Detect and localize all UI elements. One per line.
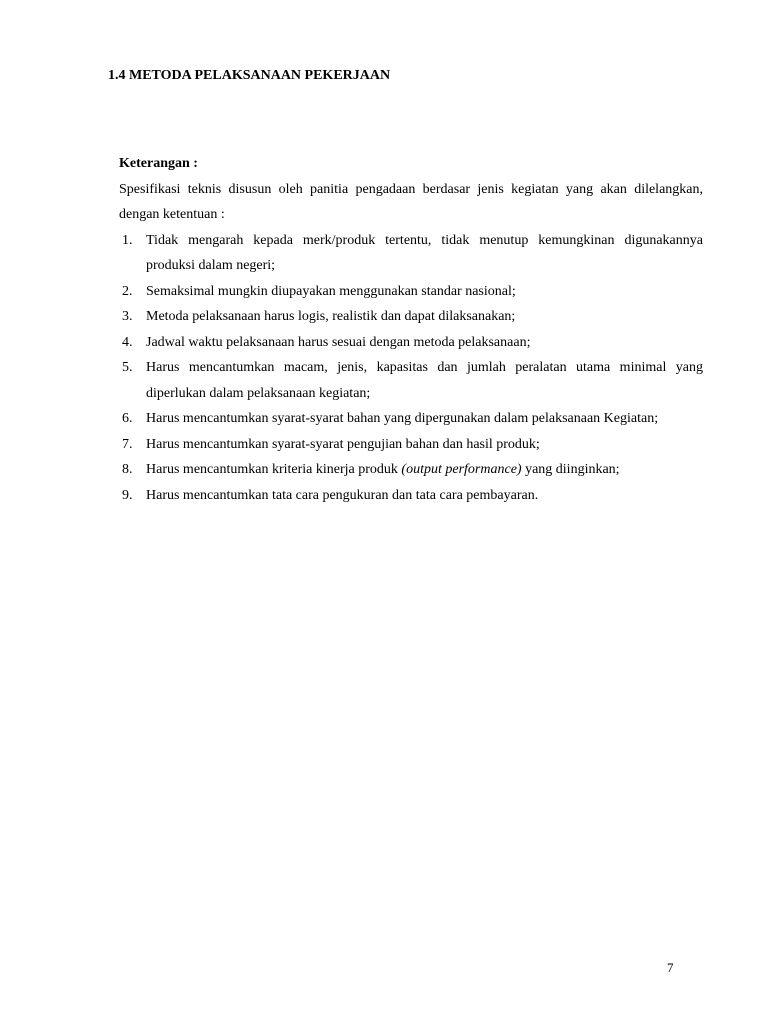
list-item-text-italic: (output performance): [401, 462, 522, 477]
list-item: [119, 355, 703, 406]
list-item: [119, 279, 703, 305]
requirements-list: [119, 228, 703, 509]
list-item: [119, 304, 703, 330]
list-item-number: 4.: [122, 334, 133, 350]
list-item-number: 5.: [122, 360, 133, 375]
list-item-text: Tidak mengarah kepada merk/produk tertentu, tidak menutup kemungkinan digunakannya produksi dalam negeri;: [146, 232, 703, 273]
list-item-number: 8.: [122, 462, 133, 477]
list-item: [119, 406, 703, 432]
body-content: [119, 151, 703, 508]
list-item-number: 1.: [122, 232, 133, 248]
list-item: [119, 228, 703, 279]
list-item-number: 9.: [122, 487, 133, 503]
list-item: [119, 483, 703, 509]
section-heading: 1.4 METODA PELAKSANAAN PEKERJAAN: [108, 68, 391, 83]
page-number: 7: [667, 960, 674, 975]
list-item-text: Metoda pelaksanaan harus logis, realistik dan dapat dilaksanakan;: [146, 309, 516, 324]
list-item: [119, 457, 703, 483]
intro-paragraph: Spesifikasi teknis disusun oleh panitia pengadaan berdasar jenis kegiatan yang akan dilelangkan, dengan ketentuan :: [119, 181, 703, 222]
list-item: [119, 330, 703, 356]
list-item: [119, 432, 703, 458]
list-item-text: Harus mencantumkan macam, jenis, kapasitas dan jumlah peralatan utama minimal yang diperlukan dalam pelaksanaan kegiatan;: [146, 360, 703, 401]
list-item-text: Harus mencantumkan syarat-syarat pengujian bahan dan hasil produk;: [146, 436, 540, 452]
list-item-text: Harus mencantumkan syarat-syarat bahan yang dipergunakan dalam pelaksanaan Kegiatan;: [146, 411, 659, 426]
list-item-number: 2.: [122, 283, 133, 299]
list-item-text-after: yang diinginkan;: [521, 462, 620, 477]
list-item-text: Harus mencantumkan tata cara pengukuran dan tata cara pembayaran.: [146, 487, 539, 503]
list-item-text: Semaksimal mungkin diupayakan menggunakan standar nasional;: [146, 283, 516, 299]
list-item-text: Jadwal waktu pelaksanaan harus sesuai dengan metoda pelaksanaan;: [146, 334, 531, 350]
list-item-text-before: Harus mencantumkan kriteria kinerja produk: [146, 462, 402, 477]
subheading: Keterangan :: [119, 156, 198, 171]
list-item-number: 6.: [122, 411, 133, 426]
list-item-number: 7.: [122, 436, 133, 452]
list-item-number: 3.: [122, 309, 133, 324]
